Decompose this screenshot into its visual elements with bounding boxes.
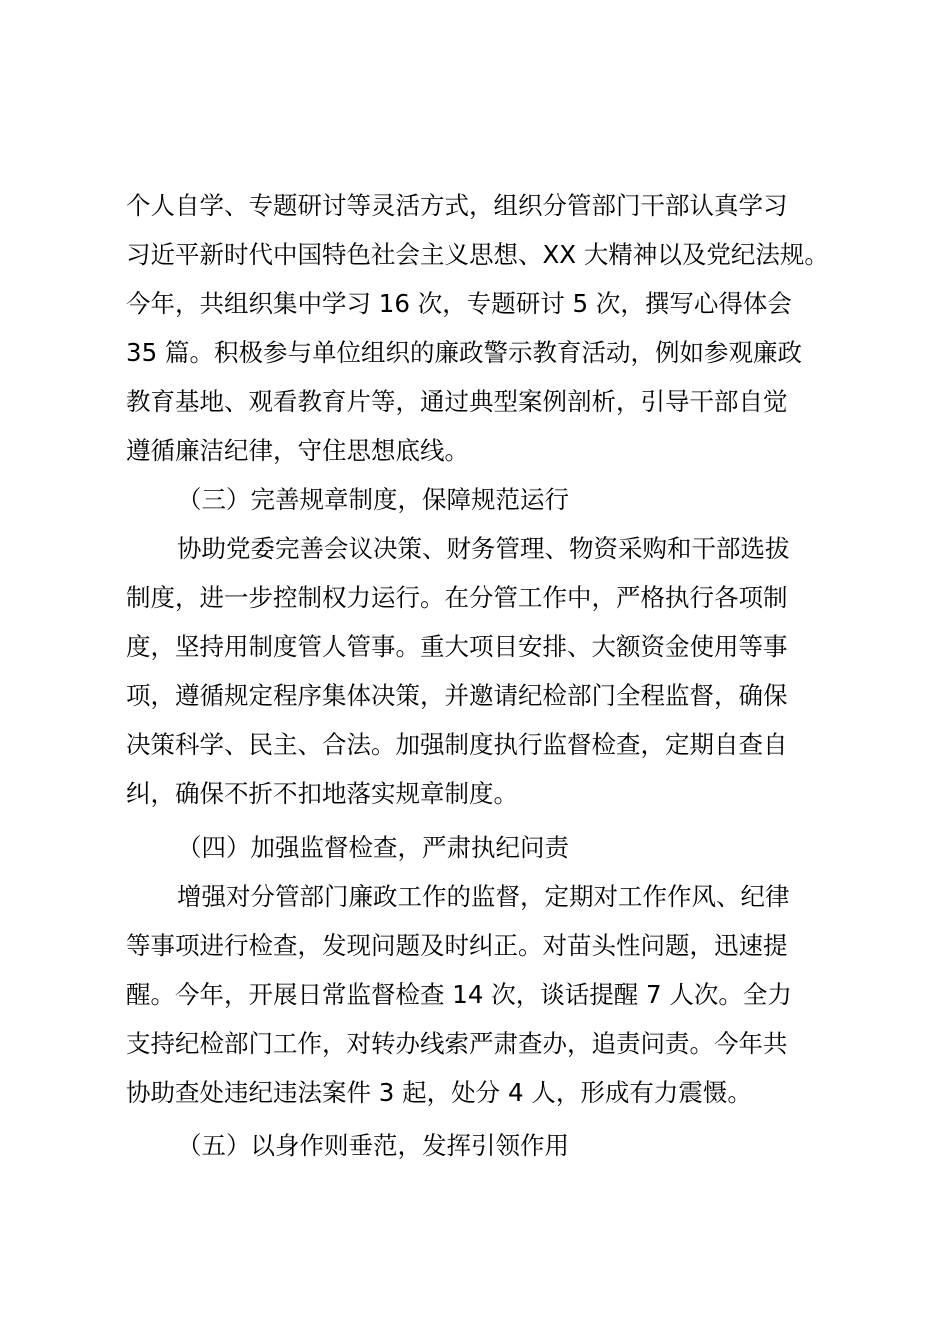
body-text-line: 教育基地、观看教育片等，通过典型案例剖析，引导干部自觉 bbox=[126, 387, 788, 416]
section-heading: （五）以身作则垂范，发挥引领作用 bbox=[177, 1131, 569, 1160]
body-text-line: 35 篇。积极参与单位组织的廉政警示教育活动，例如参观廉政 bbox=[126, 338, 802, 367]
body-text-line: 协助查处违纪违法案件 3 起，处分 4 人，形成有力震慑。 bbox=[126, 1078, 752, 1107]
paragraph-first-line: 协助党委完善会议决策、财务管理、物资采购和干部选拔 bbox=[177, 534, 790, 563]
body-text-line: 习近平新时代中国特色社会主义思想、XX 大精神以及党纪法规。 bbox=[126, 240, 829, 269]
body-text-line: 个人自学、专题研讨等灵活方式，组织分管部门干部认真学习 bbox=[126, 191, 788, 220]
body-text-line: 醒。今年，开展日常监督检查 14 次，谈话提醒 7 人次。全力 bbox=[126, 980, 792, 1009]
section-heading: （四）加强监督检查，严肃执纪问责 bbox=[177, 833, 569, 862]
body-text-line: 项，遵循规定程序集体决策，并邀请纪检部门全程监督，确保 bbox=[126, 681, 788, 710]
body-text-line: 决策科学、民主、合法。加强制度执行监督检查，定期自查自 bbox=[126, 730, 788, 759]
body-text-line: 制度，进一步控制权力运行。在分管工作中，严格执行各项制 bbox=[126, 583, 788, 612]
section-heading: （三）完善规章制度，保障规范运行 bbox=[177, 485, 569, 514]
body-text-line: 遵循廉洁纪律，守住思想底线。 bbox=[126, 436, 469, 465]
body-text-line: 等事项进行检查，发现问题及时纠正。对苗头性问题，迅速提 bbox=[126, 931, 788, 960]
body-text-line: 纠，确保不折不扣地落实规章制度。 bbox=[126, 779, 518, 808]
body-text-line: 今年，共组织集中学习 16 次，专题研讨 5 次，撰写心得体会 bbox=[126, 289, 792, 318]
body-text-line: 支持纪检部门工作，对转办线索严肃查办，追责问责。今年共 bbox=[126, 1029, 788, 1058]
paragraph-first-line: 增强对分管部门廉政工作的监督，定期对工作作风、纪律 bbox=[177, 882, 790, 911]
body-text-line: 度，坚持用制度管人管事。重大项目安排、大额资金使用等事 bbox=[126, 632, 788, 661]
